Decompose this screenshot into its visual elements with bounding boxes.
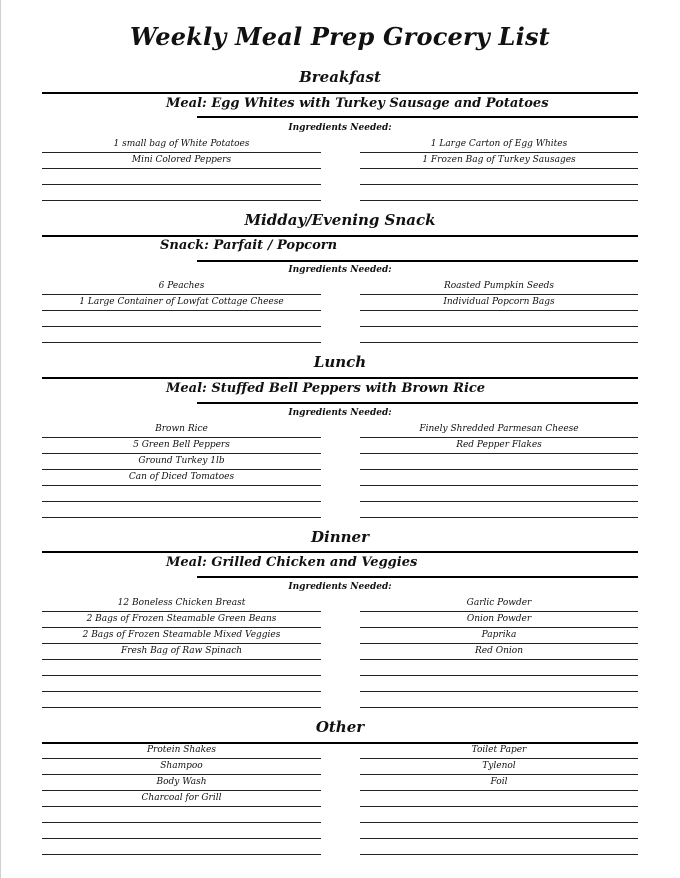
page-title: Weekly Meal Prep Grocery List [130, 22, 550, 51]
breakfast-meal-rule [197, 116, 638, 118]
meal-name: Stuffed Bell Peppers with Brown Rice [211, 381, 486, 396]
list-item: Can of Diced Tomatoes [128, 472, 235, 482]
list-item: Ground Turkey 1lb [138, 456, 225, 466]
list-item: Toilet Paper [471, 745, 527, 755]
meal-prefix: Meal: [166, 381, 207, 396]
snack-meal-rule [197, 260, 638, 262]
snack-meal [160, 238, 337, 253]
list-item: Charcoal for Grill [141, 793, 222, 803]
list-item: 1 small bag of White Potatoes [113, 139, 250, 149]
meal-prefix: Meal: [166, 96, 207, 111]
dinner-ingredients-label: Ingredients Needed: [288, 582, 392, 592]
snack-ingredients-label: Ingredients Needed: [288, 265, 392, 275]
lunch-meal-rule [197, 402, 638, 404]
list-item: Fresh Bag of Raw Spinach [120, 646, 243, 656]
meal-name: Parfait / Popcorn [213, 238, 338, 253]
list-item: Red Onion [475, 646, 523, 656]
lunch-ingredients-label: Ingredients Needed: [288, 408, 392, 418]
list-item: Paprika [481, 630, 517, 640]
list-item: 6 Peaches [158, 281, 205, 291]
list-item: Finely Shredded Parmesan Cheese [419, 424, 579, 434]
meal-name: Grilled Chicken and Veggies [211, 555, 418, 570]
dinner-heading: Dinner [311, 528, 369, 546]
breakfast-ingredients-label: Ingredients Needed: [288, 123, 392, 133]
breakfast-heading: Breakfast [299, 68, 381, 86]
list-item: 5 Green Bell Peppers [133, 440, 230, 450]
meal-prefix: Snack: [160, 238, 209, 253]
list-item: Individual Popcorn Bags [443, 297, 555, 307]
list-item: Roasted Pumpkin Seeds [443, 281, 555, 291]
other-heading: Other [315, 718, 365, 736]
list-item: 1 Large Carton of Egg Whites [430, 139, 568, 149]
dinner-meal [166, 555, 417, 570]
breakfast-meal [166, 96, 549, 111]
dinner-rule [42, 551, 638, 553]
lunch-meal [166, 381, 485, 396]
list-item: 12 Boneless Chicken Breast [117, 598, 246, 608]
list-item: Foil [490, 777, 508, 787]
list-item: 2 Bags of Frozen Steamable Mixed Veggies [82, 630, 281, 640]
list-item: Protein Shakes [147, 745, 216, 755]
list-item: 2 Bags of Frozen Steamable Green Beans [86, 614, 277, 624]
list-item: Red Pepper Flakes [456, 440, 542, 450]
dinner-meal-rule [197, 576, 638, 578]
list-item: 1 Large Container of Lowfat Cottage Cheese [79, 297, 284, 307]
meal-name: Egg Whites with Turkey Sausage and Potatoes [211, 96, 549, 111]
snack-rule [42, 235, 638, 237]
snack-heading: Midday/Evening Snack [244, 211, 436, 229]
list-item: Tylenol [482, 761, 516, 771]
list-item: Garlic Powder [466, 598, 532, 608]
list-item: Body Wash [156, 777, 207, 787]
meal-prefix: Meal: [166, 555, 207, 570]
list-item: Shampoo [160, 761, 203, 771]
lunch-heading: Lunch [313, 353, 367, 371]
list-item: Onion Powder [466, 614, 532, 624]
list-item: Brown Rice [155, 424, 208, 434]
list-item: 1 Frozen Bag of Turkey Sausages [422, 155, 576, 165]
breakfast-rule [42, 92, 638, 94]
lunch-rule [42, 377, 638, 379]
list-item: Mini Colored Peppers [131, 155, 232, 165]
